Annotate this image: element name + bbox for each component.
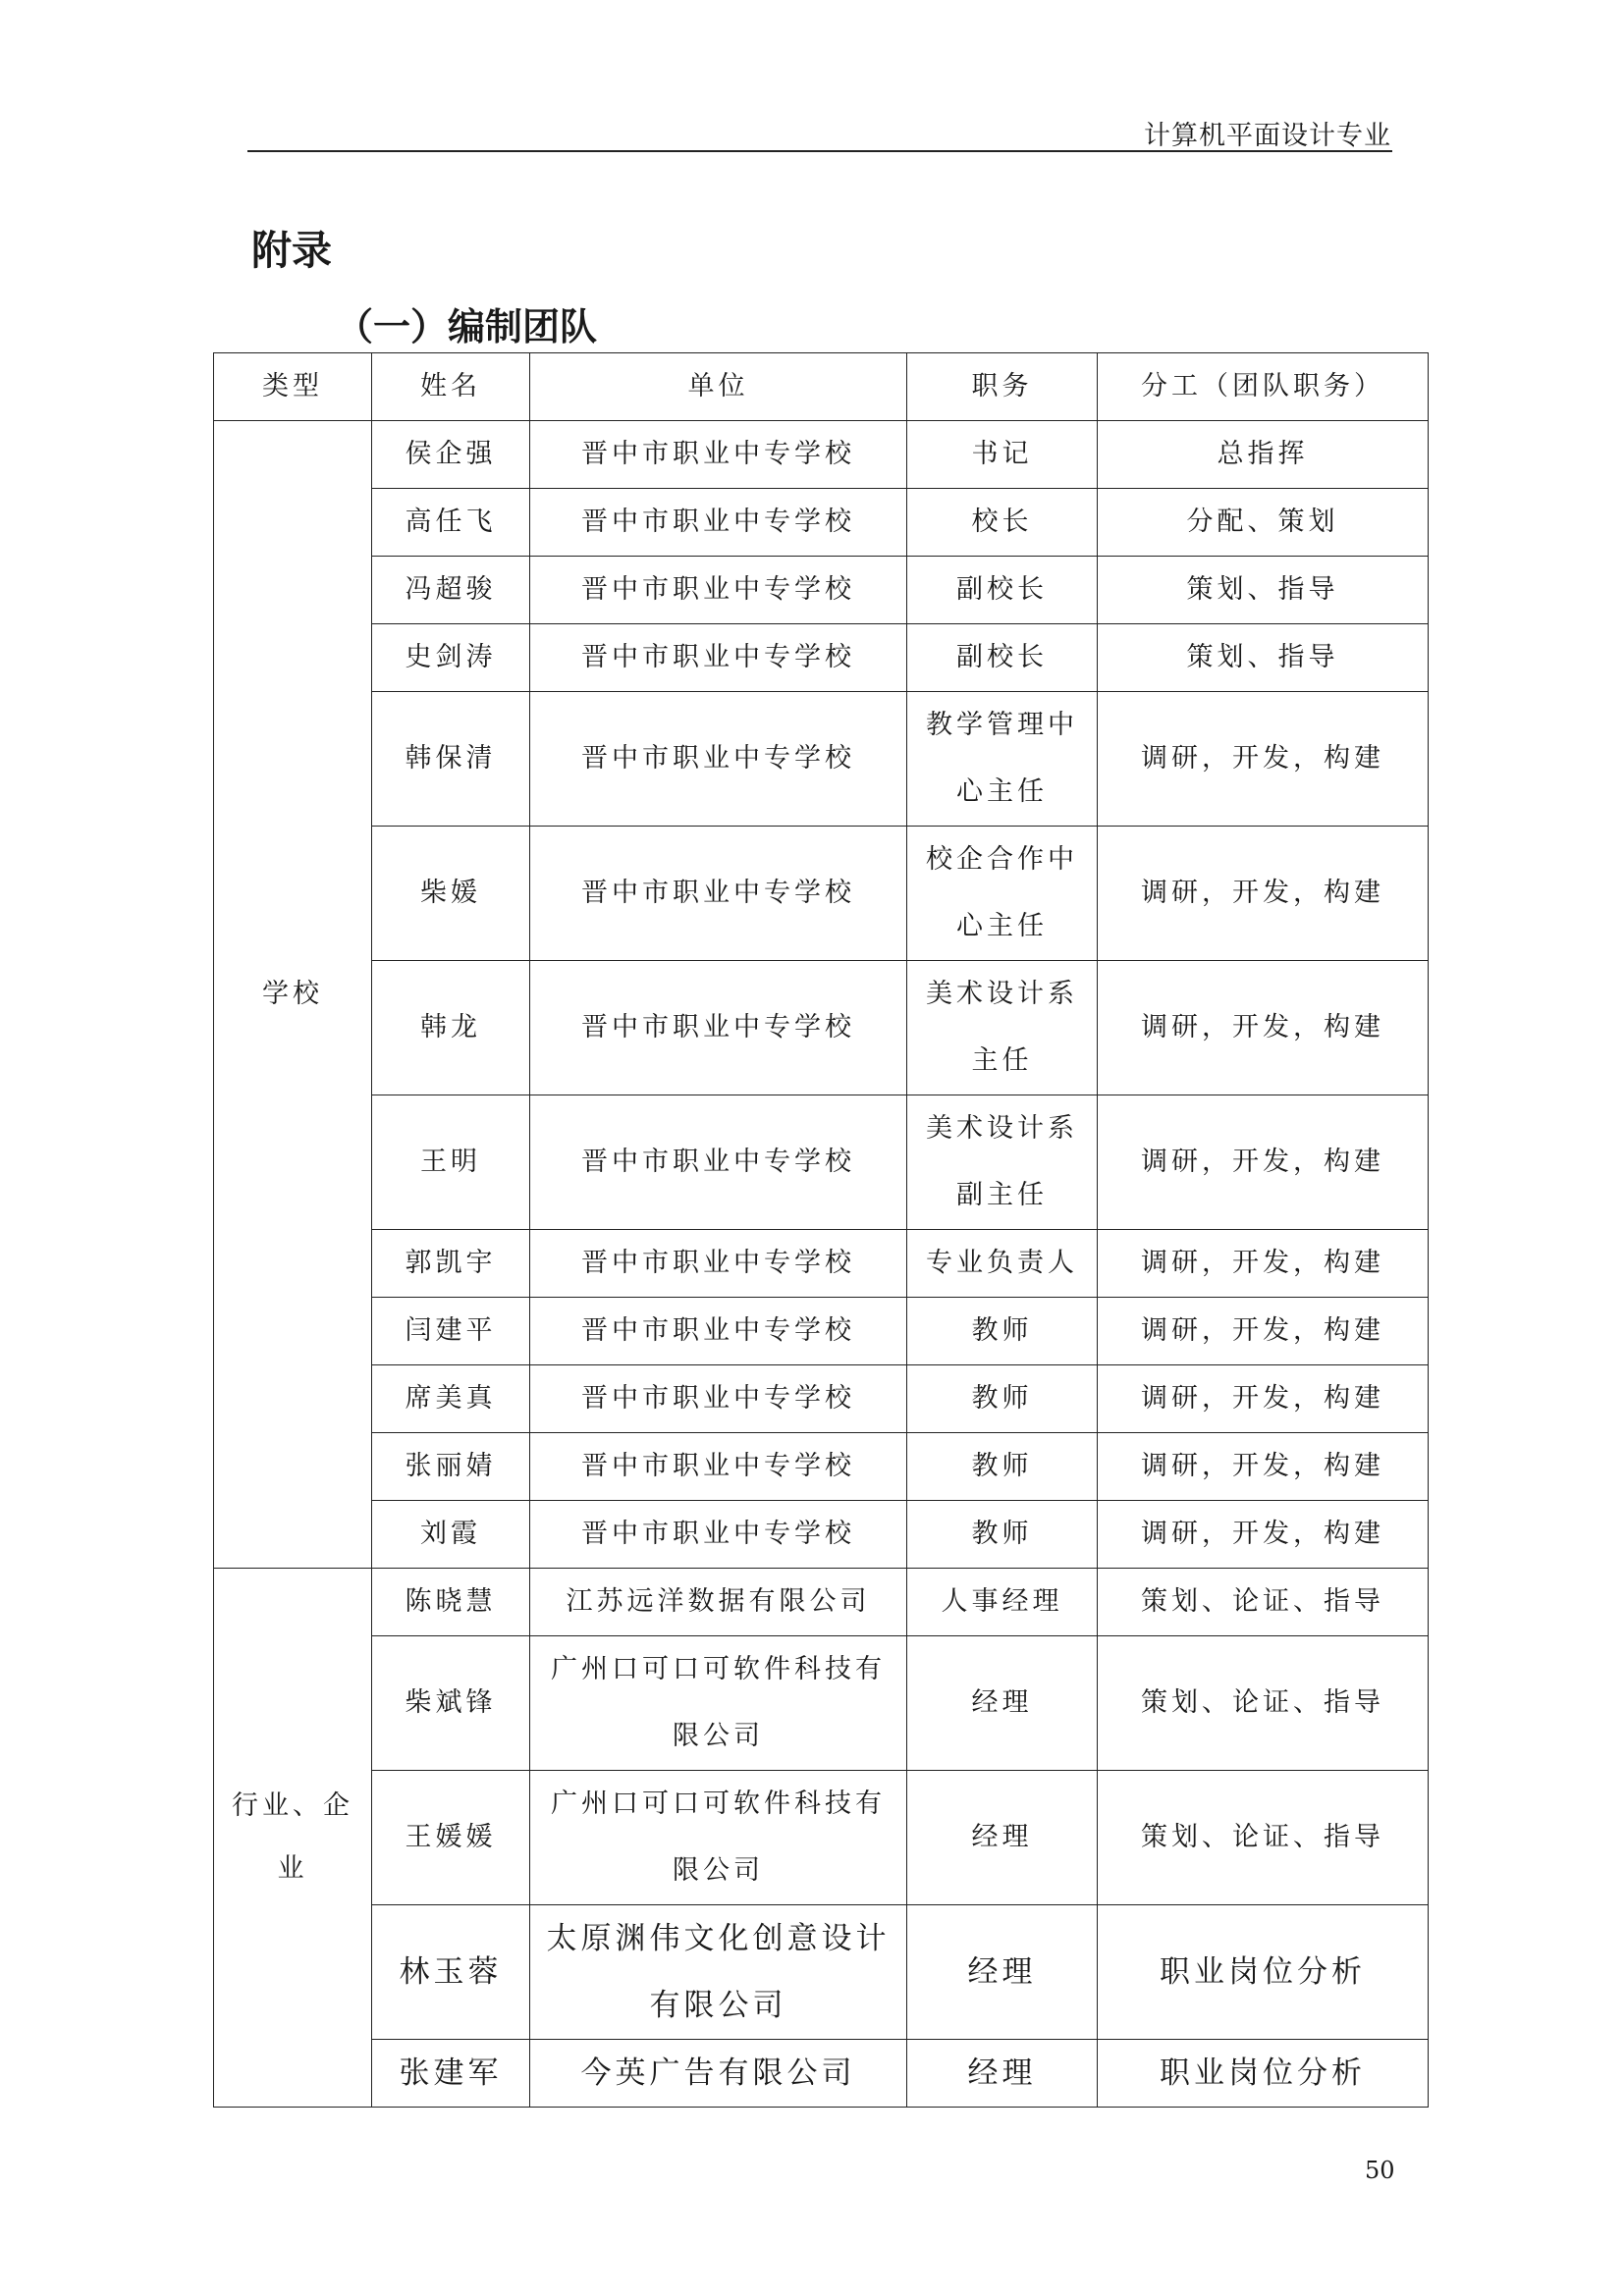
table-row: [214, 1298, 1429, 1365]
cell-role: 策划、论证、指导: [1098, 1771, 1429, 1905]
cell-position: 经理: [907, 1905, 1098, 2040]
column-header-unit: 单位: [530, 353, 907, 421]
cell-name: 史剑涛: [372, 624, 530, 692]
cell-role: 分配、策划: [1098, 489, 1429, 557]
table-row: [214, 1095, 1429, 1230]
column-header-name: 姓名: [372, 353, 530, 421]
table-row: [214, 1569, 1429, 1636]
cell-name: 柴媛: [372, 827, 530, 961]
table-row: [214, 1501, 1429, 1569]
table-row: [214, 1433, 1429, 1501]
cell-role: 调研，开发，构建: [1098, 1095, 1429, 1230]
cell-name: 王媛媛: [372, 1771, 530, 1905]
cell-position: 教师: [907, 1365, 1098, 1433]
cell-name: 张建军: [372, 2040, 530, 2108]
cell-position: 教师: [907, 1433, 1098, 1501]
table-row: [214, 1365, 1429, 1433]
cell-role: 调研，开发，构建: [1098, 1230, 1429, 1298]
cell-role: 调研，开发，构建: [1098, 1433, 1429, 1501]
cell-unit: 晋中市职业中专学校: [530, 624, 907, 692]
cell-position: 教学管理中心主任: [907, 692, 1098, 827]
table-row: [214, 557, 1429, 624]
cell-position: 经理: [907, 2040, 1098, 2108]
cell-role: 调研，开发，构建: [1098, 961, 1429, 1095]
header-rule: [247, 150, 1392, 152]
column-header-type: 类型: [214, 353, 372, 421]
cell-unit: 广州口可口可软件科技有限公司: [530, 1636, 907, 1771]
cell-position: 美术设计系副主任: [907, 1095, 1098, 1230]
cell-name: 韩龙: [372, 961, 530, 1095]
cell-unit: 晋中市职业中专学校: [530, 961, 907, 1095]
cell-role: 策划、论证、指导: [1098, 1636, 1429, 1771]
cell-unit: 今英广告有限公司: [530, 2040, 907, 2108]
cell-role: 调研，开发，构建: [1098, 1298, 1429, 1365]
cell-name: 韩保清: [372, 692, 530, 827]
table-header-row: [214, 353, 1429, 421]
cell-position: 教师: [907, 1501, 1098, 1569]
cell-name: 侯企强: [372, 421, 530, 489]
cell-role: 调研，开发，构建: [1098, 1501, 1429, 1569]
cell-unit: 晋中市职业中专学校: [530, 1433, 907, 1501]
cell-name: 王明: [372, 1095, 530, 1230]
table-row: [214, 2040, 1429, 2108]
column-header-role: 分工（团队职务）: [1098, 353, 1429, 421]
cell-role: 策划、指导: [1098, 557, 1429, 624]
cell-position: 人事经理: [907, 1569, 1098, 1636]
cell-role: 总指挥: [1098, 421, 1429, 489]
cell-position: 教师: [907, 1298, 1098, 1365]
cell-role: 调研，开发，构建: [1098, 692, 1429, 827]
cell-role: 职业岗位分析: [1098, 1905, 1429, 2040]
page-number: 50: [1365, 2157, 1395, 2184]
cell-unit: 广州口可口可软件科技有限公司: [530, 1771, 907, 1905]
cell-name: 闫建平: [372, 1298, 530, 1365]
cell-name: 刘霞: [372, 1501, 530, 1569]
cell-name: 冯超骏: [372, 557, 530, 624]
header-title: 计算机平面设计专业: [1144, 121, 1391, 151]
cell-role: 职业岗位分析: [1098, 2040, 1429, 2108]
cell-name: 郭凯宇: [372, 1230, 530, 1298]
cell-position: 副校长: [907, 557, 1098, 624]
appendix-title: 附录: [251, 227, 332, 274]
table-row: [214, 692, 1429, 827]
team-table: [213, 352, 1429, 2108]
table-row: [214, 827, 1429, 961]
cell-name: 张丽婧: [372, 1433, 530, 1501]
cell-name: 柴斌锋: [372, 1636, 530, 1771]
cell-unit: 晋中市职业中专学校: [530, 1230, 907, 1298]
group-label-school: 学校: [214, 421, 372, 1569]
cell-unit: 江苏远洋数据有限公司: [530, 1569, 907, 1636]
cell-unit: 晋中市职业中专学校: [530, 692, 907, 827]
table-row: [214, 624, 1429, 692]
table-row: [214, 489, 1429, 557]
table-row: [214, 1771, 1429, 1905]
cell-unit: 晋中市职业中专学校: [530, 1095, 907, 1230]
cell-unit: 晋中市职业中专学校: [530, 827, 907, 961]
column-header-position: 职务: [907, 353, 1098, 421]
cell-unit: 晋中市职业中专学校: [530, 421, 907, 489]
table-row: [214, 961, 1429, 1095]
group-label-industry: 行业、企业: [214, 1569, 372, 2108]
cell-name: 陈晓慧: [372, 1569, 530, 1636]
cell-unit: 晋中市职业中专学校: [530, 1365, 907, 1433]
cell-position: 校企合作中心主任: [907, 827, 1098, 961]
cell-role: 策划、论证、指导: [1098, 1569, 1429, 1636]
cell-unit: 晋中市职业中专学校: [530, 489, 907, 557]
cell-unit: 晋中市职业中专学校: [530, 1298, 907, 1365]
cell-position: 经理: [907, 1771, 1098, 1905]
cell-position: 书记: [907, 421, 1098, 489]
table-row: [214, 1230, 1429, 1298]
section-title: （一）编制团队: [336, 305, 598, 348]
cell-position: 美术设计系主任: [907, 961, 1098, 1095]
cell-name: 高任飞: [372, 489, 530, 557]
cell-position: 副校长: [907, 624, 1098, 692]
cell-role: 策划、指导: [1098, 624, 1429, 692]
cell-role: 调研，开发，构建: [1098, 827, 1429, 961]
table-row: [214, 1636, 1429, 1771]
cell-name: 林玉蓉: [372, 1905, 530, 2040]
table-row: [214, 1905, 1429, 2040]
cell-position: 专业负责人: [907, 1230, 1098, 1298]
cell-unit: 晋中市职业中专学校: [530, 1501, 907, 1569]
cell-name: 席美真: [372, 1365, 530, 1433]
cell-position: 校长: [907, 489, 1098, 557]
table-row: [214, 421, 1429, 489]
cell-position: 经理: [907, 1636, 1098, 1771]
cell-unit: 晋中市职业中专学校: [530, 557, 907, 624]
cell-role: 调研，开发，构建: [1098, 1365, 1429, 1433]
cell-unit: 太原渊伟文化创意设计有限公司: [530, 1905, 907, 2040]
